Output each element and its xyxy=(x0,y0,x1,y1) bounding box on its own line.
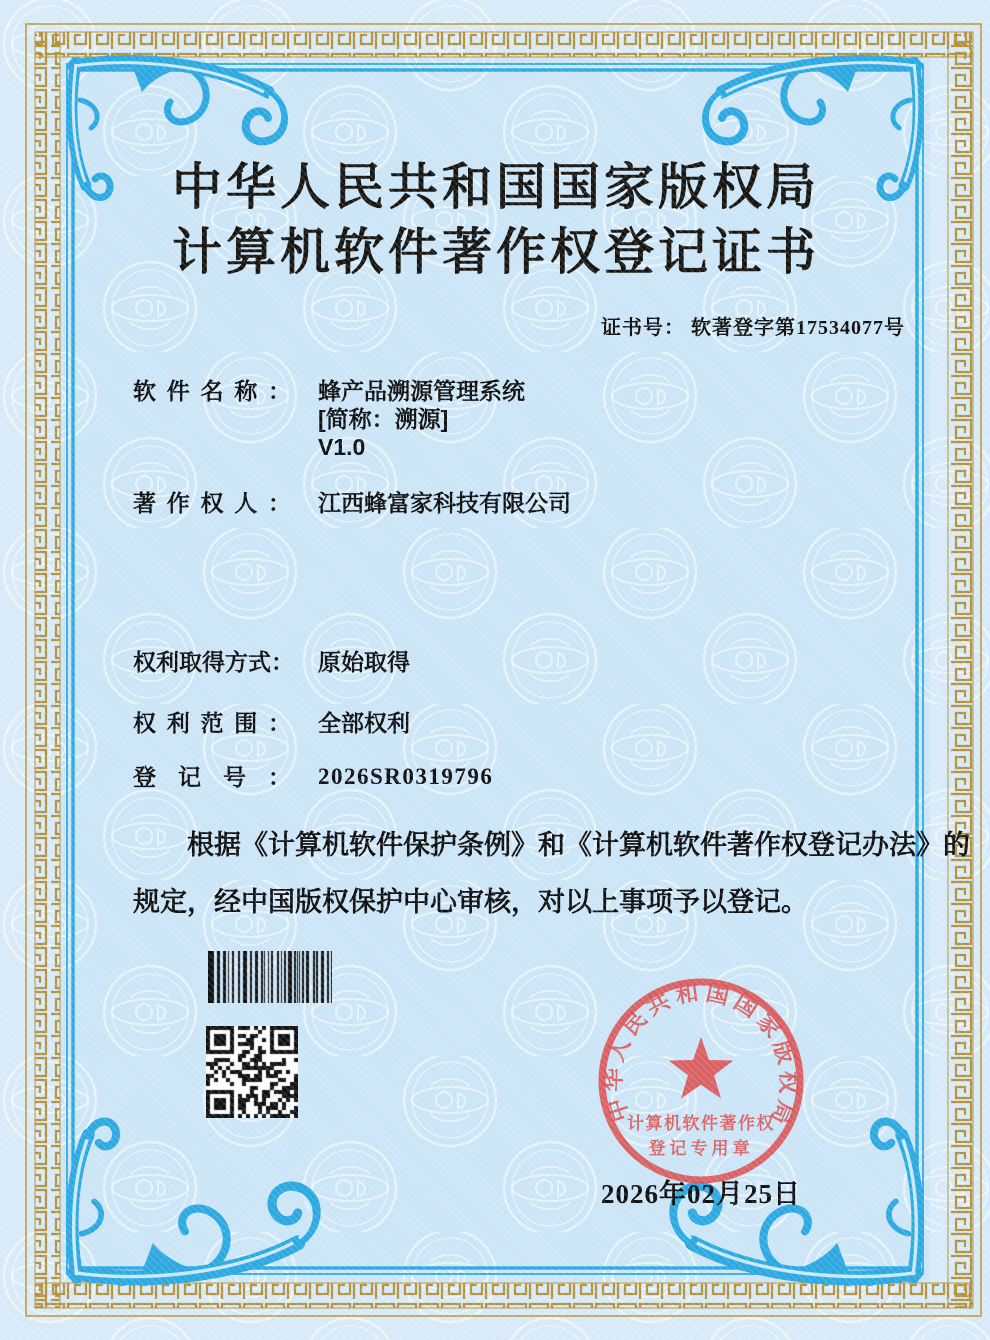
seal-line1: 计算机软件著作权 xyxy=(627,1114,775,1133)
field-software-name xyxy=(133,377,525,461)
registration-number-label: 登记号： xyxy=(133,764,291,790)
field-registration-number xyxy=(133,763,493,791)
software-name-label: 软件名称： xyxy=(133,378,291,404)
field-rights-scope xyxy=(133,709,410,737)
registration-statement xyxy=(133,817,970,931)
seal-line2: 登记专用章 xyxy=(648,1139,754,1158)
certificate-number-value: 软著登字第17534077号 xyxy=(691,317,905,339)
registration-number-value: 2026SR0319796 xyxy=(318,764,494,789)
page-subtitle: 计算机软件著作权登记证书 xyxy=(172,224,820,280)
software-version: V1.0 xyxy=(318,434,366,460)
copyright-owner-value: 江西蜂富家科技有限公司 xyxy=(318,490,571,516)
software-name-value xyxy=(318,377,525,461)
barcode xyxy=(208,951,332,1003)
qr-code xyxy=(206,1026,298,1118)
page-title: 中华人民共和国国家版权局 xyxy=(172,159,820,215)
seal-arc-text: 中华人民共和国国家版权局 xyxy=(600,979,802,1133)
field-acquisition-method xyxy=(133,648,410,676)
acquisition-method-label: 权利取得方式： xyxy=(133,649,294,675)
certificate-number-label: 证书号： xyxy=(601,317,685,339)
official-seal xyxy=(591,971,811,1191)
software-name-line1: 蜂产品溯源管理系统 xyxy=(318,378,525,404)
copyright-owner-label: 著作权人： xyxy=(133,490,291,516)
rights-scope-value: 全部权利 xyxy=(318,710,410,736)
field-copyright-owner xyxy=(133,489,571,517)
software-short-name: [简称：溯源] xyxy=(318,406,449,432)
statement-line2: 规定，经中国版权保护中心审核，对以上事项予以登记。 xyxy=(133,887,808,917)
certificate-number xyxy=(73,311,905,340)
seal-star-icon xyxy=(669,1037,734,1099)
registration-date: 2026年02月25日 xyxy=(601,1179,801,1209)
statement-line1: 根据《计算机软件保护条例》和《计算机软件著作权登记办法》的 xyxy=(187,830,970,860)
rights-scope-label: 权利范围： xyxy=(133,710,291,736)
acquisition-method-value: 原始取得 xyxy=(318,649,410,675)
